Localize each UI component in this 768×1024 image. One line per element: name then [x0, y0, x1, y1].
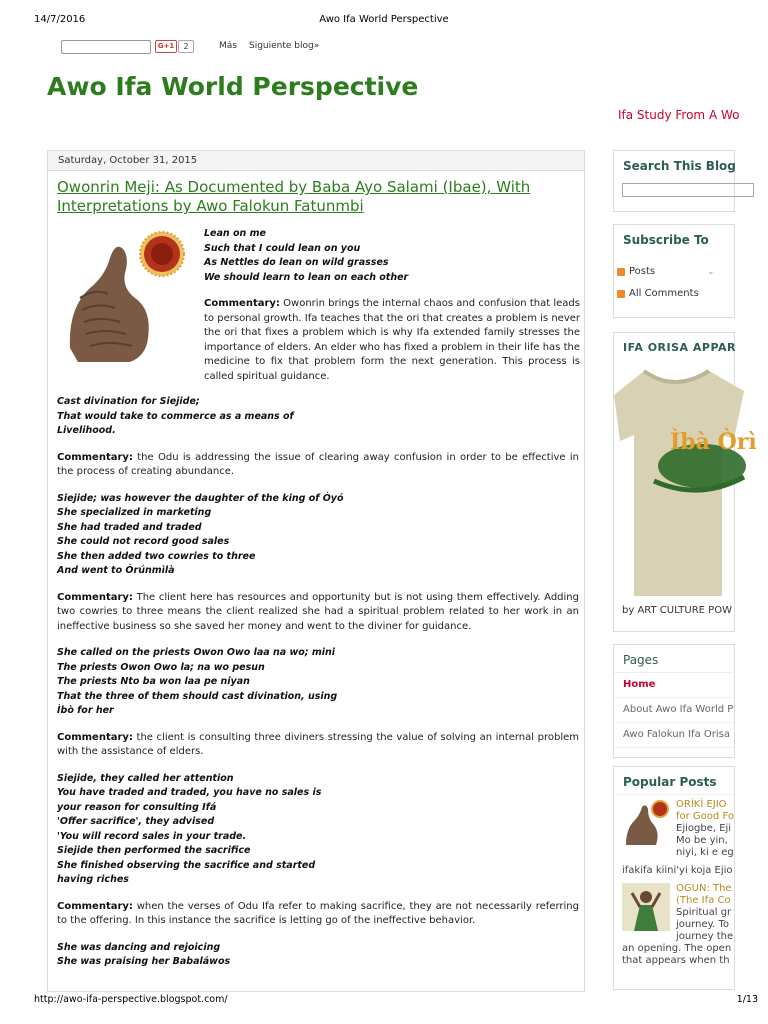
page-link-awo-falokun[interactable]: Awo Falokun Ifa Orisa [614, 723, 734, 748]
popular-posts-widget [613, 766, 735, 990]
commentary-label: Commentary: [57, 591, 133, 603]
popular-post-item[interactable] [614, 795, 734, 877]
page-link-home[interactable]: Home [614, 673, 734, 698]
next-blog-link[interactable]: Siguiente blog» [249, 41, 320, 51]
rss-icon [617, 290, 625, 298]
verse-line: She finished observing the sacrifice and started [57, 859, 316, 871]
pages-title: Pages [614, 645, 734, 673]
gplus-button[interactable]: G+1 [155, 40, 177, 53]
post-date: Saturday, October 31, 2015 [48, 151, 584, 171]
commentary-text: Owonrin brings the internal chaos and confusion that leads to personal growth. Ifa teaches that the ori that creates a problem is never the ori that fixes a problem which is why Ifa extended family stresses the importance of elders. An elder who has fixed a problem in their life has the medicine to fix that problem form the next generation. This process is called spiritual guidance. [204, 298, 580, 382]
popular-post-item[interactable] [614, 877, 734, 977]
verse-line: Such that I could lean on you [204, 242, 361, 254]
verse-line: Siejide; was however the daughter of the king of Òyó [57, 492, 344, 504]
popular-post-excerpt: Mo be yin, [676, 835, 728, 846]
verse-line: having riches [57, 874, 129, 885]
verse-line: That would take to commerce as a means of [57, 410, 294, 422]
page-url: http://awo-ifa-perspective.blogspot.com/ [34, 994, 228, 1005]
apparel-ad[interactable] [614, 361, 757, 616]
navbar-search-input[interactable] [61, 40, 151, 54]
page-link-about[interactable]: About Awo Ifa World P [614, 698, 734, 723]
commentary-label: Commentary: [57, 900, 133, 912]
verse-line: She called on the priests Owon Owo laa na wo; mini [57, 647, 336, 658]
commentary [57, 731, 579, 760]
verse-line: She could not record good sales [57, 536, 230, 547]
apparel-caption: by ART CULTURE POW [622, 605, 732, 616]
verse-line: Cast divination for Siejide; [57, 396, 200, 407]
blogger-navbar [0, 36, 768, 56]
post-image [60, 228, 190, 362]
verse-line: Siejide, they called her attention [57, 772, 234, 784]
shirt-text: Ìbà Òrì [670, 429, 757, 455]
popular-post-excerpt: Ejiogbe, Eji [676, 823, 732, 834]
verse-line: She specialized in marketing [57, 507, 212, 518]
popular-post-title[interactable]: ORÍKÌ EJIO [676, 799, 727, 810]
verse-line: You have traded and traded, you have no sales is [57, 787, 322, 798]
comments-feed-label: All Comments [629, 288, 699, 299]
popular-post-title[interactable]: (The Ifa Co [676, 895, 731, 906]
popular-post-title[interactable]: for Good Fo [676, 811, 734, 822]
chevron-down-icon[interactable]: ⌄ [707, 267, 715, 277]
popular-post-excerpt: journey the [676, 931, 734, 942]
popular-post-excerpt: an opening. The open [622, 943, 732, 954]
commentary [57, 451, 579, 480]
apparel-title: IFA ORISA APPAR [623, 341, 736, 354]
blog-description: Ifa Study From A Wo [618, 108, 740, 122]
commentary [57, 900, 579, 929]
verse-line: As Nettles do lean on wild grasses [204, 257, 389, 268]
popular-post-thumbnail [622, 883, 670, 931]
popular-post-title[interactable]: OGUN: The [676, 883, 732, 894]
print-footer [0, 994, 768, 1008]
popular-post-thumbnail [622, 799, 670, 847]
popular-post-excerpt: niyi, ki e eg [676, 847, 734, 858]
comments-feed-link[interactable] [614, 283, 734, 305]
post-body [57, 395, 579, 970]
commentary-label: Commentary: [57, 731, 133, 743]
pages-widget [613, 644, 735, 758]
posts-feed-label: Posts [629, 266, 656, 277]
posts-feed-link[interactable] [614, 261, 734, 283]
commentary-text: when the verses of Odu Ifa refer to making sacrifice, they are not necessarily referring to the offering. In this instance the sacrifice is letting go of the ineffective behavior. [57, 900, 579, 926]
subscribe-title: Subscribe To [623, 233, 709, 247]
blog-title[interactable]: Awo Ifa World Perspective [47, 72, 419, 101]
verse-line: Siejide then performed the sacrifice [57, 845, 251, 856]
verse-line: 'Offer sacrifice', they advised [57, 816, 215, 827]
intro-block [204, 227, 580, 384]
popular-post-excerpt: journey. To [676, 919, 730, 930]
verse-line: Lean on me [204, 228, 266, 239]
gplus-count: 2 [178, 40, 194, 53]
more-link[interactable]: Más [219, 41, 237, 51]
search-widget [613, 150, 735, 212]
verse-line: She was dancing and rejoicing [57, 941, 221, 953]
page-number: 1/13 [736, 994, 758, 1005]
verse-line: She was praising her Babaláwos [57, 956, 231, 967]
rss-icon [617, 268, 625, 276]
popular-post-excerpt: that appears when th [622, 955, 730, 966]
tshirt-image [614, 361, 757, 601]
post [47, 150, 585, 992]
post-title-link[interactable]: Owonrin Meji: As Documented by Baba Ayo Salami (Ibae), With Interpretations by Awo Falokun Fatunmbi [57, 178, 531, 215]
verse-line: And went to Òrúnmìlà [57, 565, 175, 576]
search-widget-title: Search This Blog [623, 159, 736, 173]
verse-line: your reason for consulting Ifá [57, 801, 217, 813]
verse-line: The priests Owon Owo la; na wo pesun [57, 661, 265, 673]
popular-posts-title: Popular Posts [614, 767, 734, 795]
commentary [57, 591, 579, 635]
commentary-text: the Odu is addressing the issue of clearing away confusion in order to be effective in the process of creating abundance. [57, 451, 579, 477]
popular-post-excerpt: ifakifa kiini'yi koja Ejio [622, 865, 733, 876]
verse-line: She had traded and traded [57, 521, 202, 533]
print-title: Awo Ifa World Perspective [319, 14, 449, 25]
apparel-widget [613, 332, 757, 632]
verse-line: Livelihood. [57, 425, 116, 436]
popular-post-excerpt: Spiritual gr [676, 907, 732, 918]
print-date: 14/7/2016 [34, 14, 86, 25]
verse-line: Ìbò for her [57, 705, 114, 716]
commentary-label: Commentary: [57, 451, 133, 463]
verse-line: We should learn to lean on each other [204, 271, 409, 283]
verse-line: That the three of them should cast divination, using [57, 690, 338, 702]
verse-line: 'You will record sales in your trade. [57, 830, 247, 842]
verse-line: The priests Nto ba won laa pe niyan [57, 676, 250, 687]
commentary [204, 297, 580, 384]
commentary-text: The client here has resources and opportunity but is not using them effectively. Adding two cowries to three means the client realized she had a spiritual problem related to her work in an ineffective business so she saved her money and went to the diviner for guidance. [57, 591, 579, 632]
subscribe-widget [613, 224, 735, 318]
print-header [0, 14, 768, 28]
commentary-label: Commentary: [204, 298, 280, 309]
commentary-text: the client is consulting three diviners stressing the value of solving an internal problem with the assistance of elders. [57, 731, 579, 757]
verse-line: She then added two cowries to three [57, 550, 256, 562]
blog-search-input[interactable] [622, 183, 754, 197]
